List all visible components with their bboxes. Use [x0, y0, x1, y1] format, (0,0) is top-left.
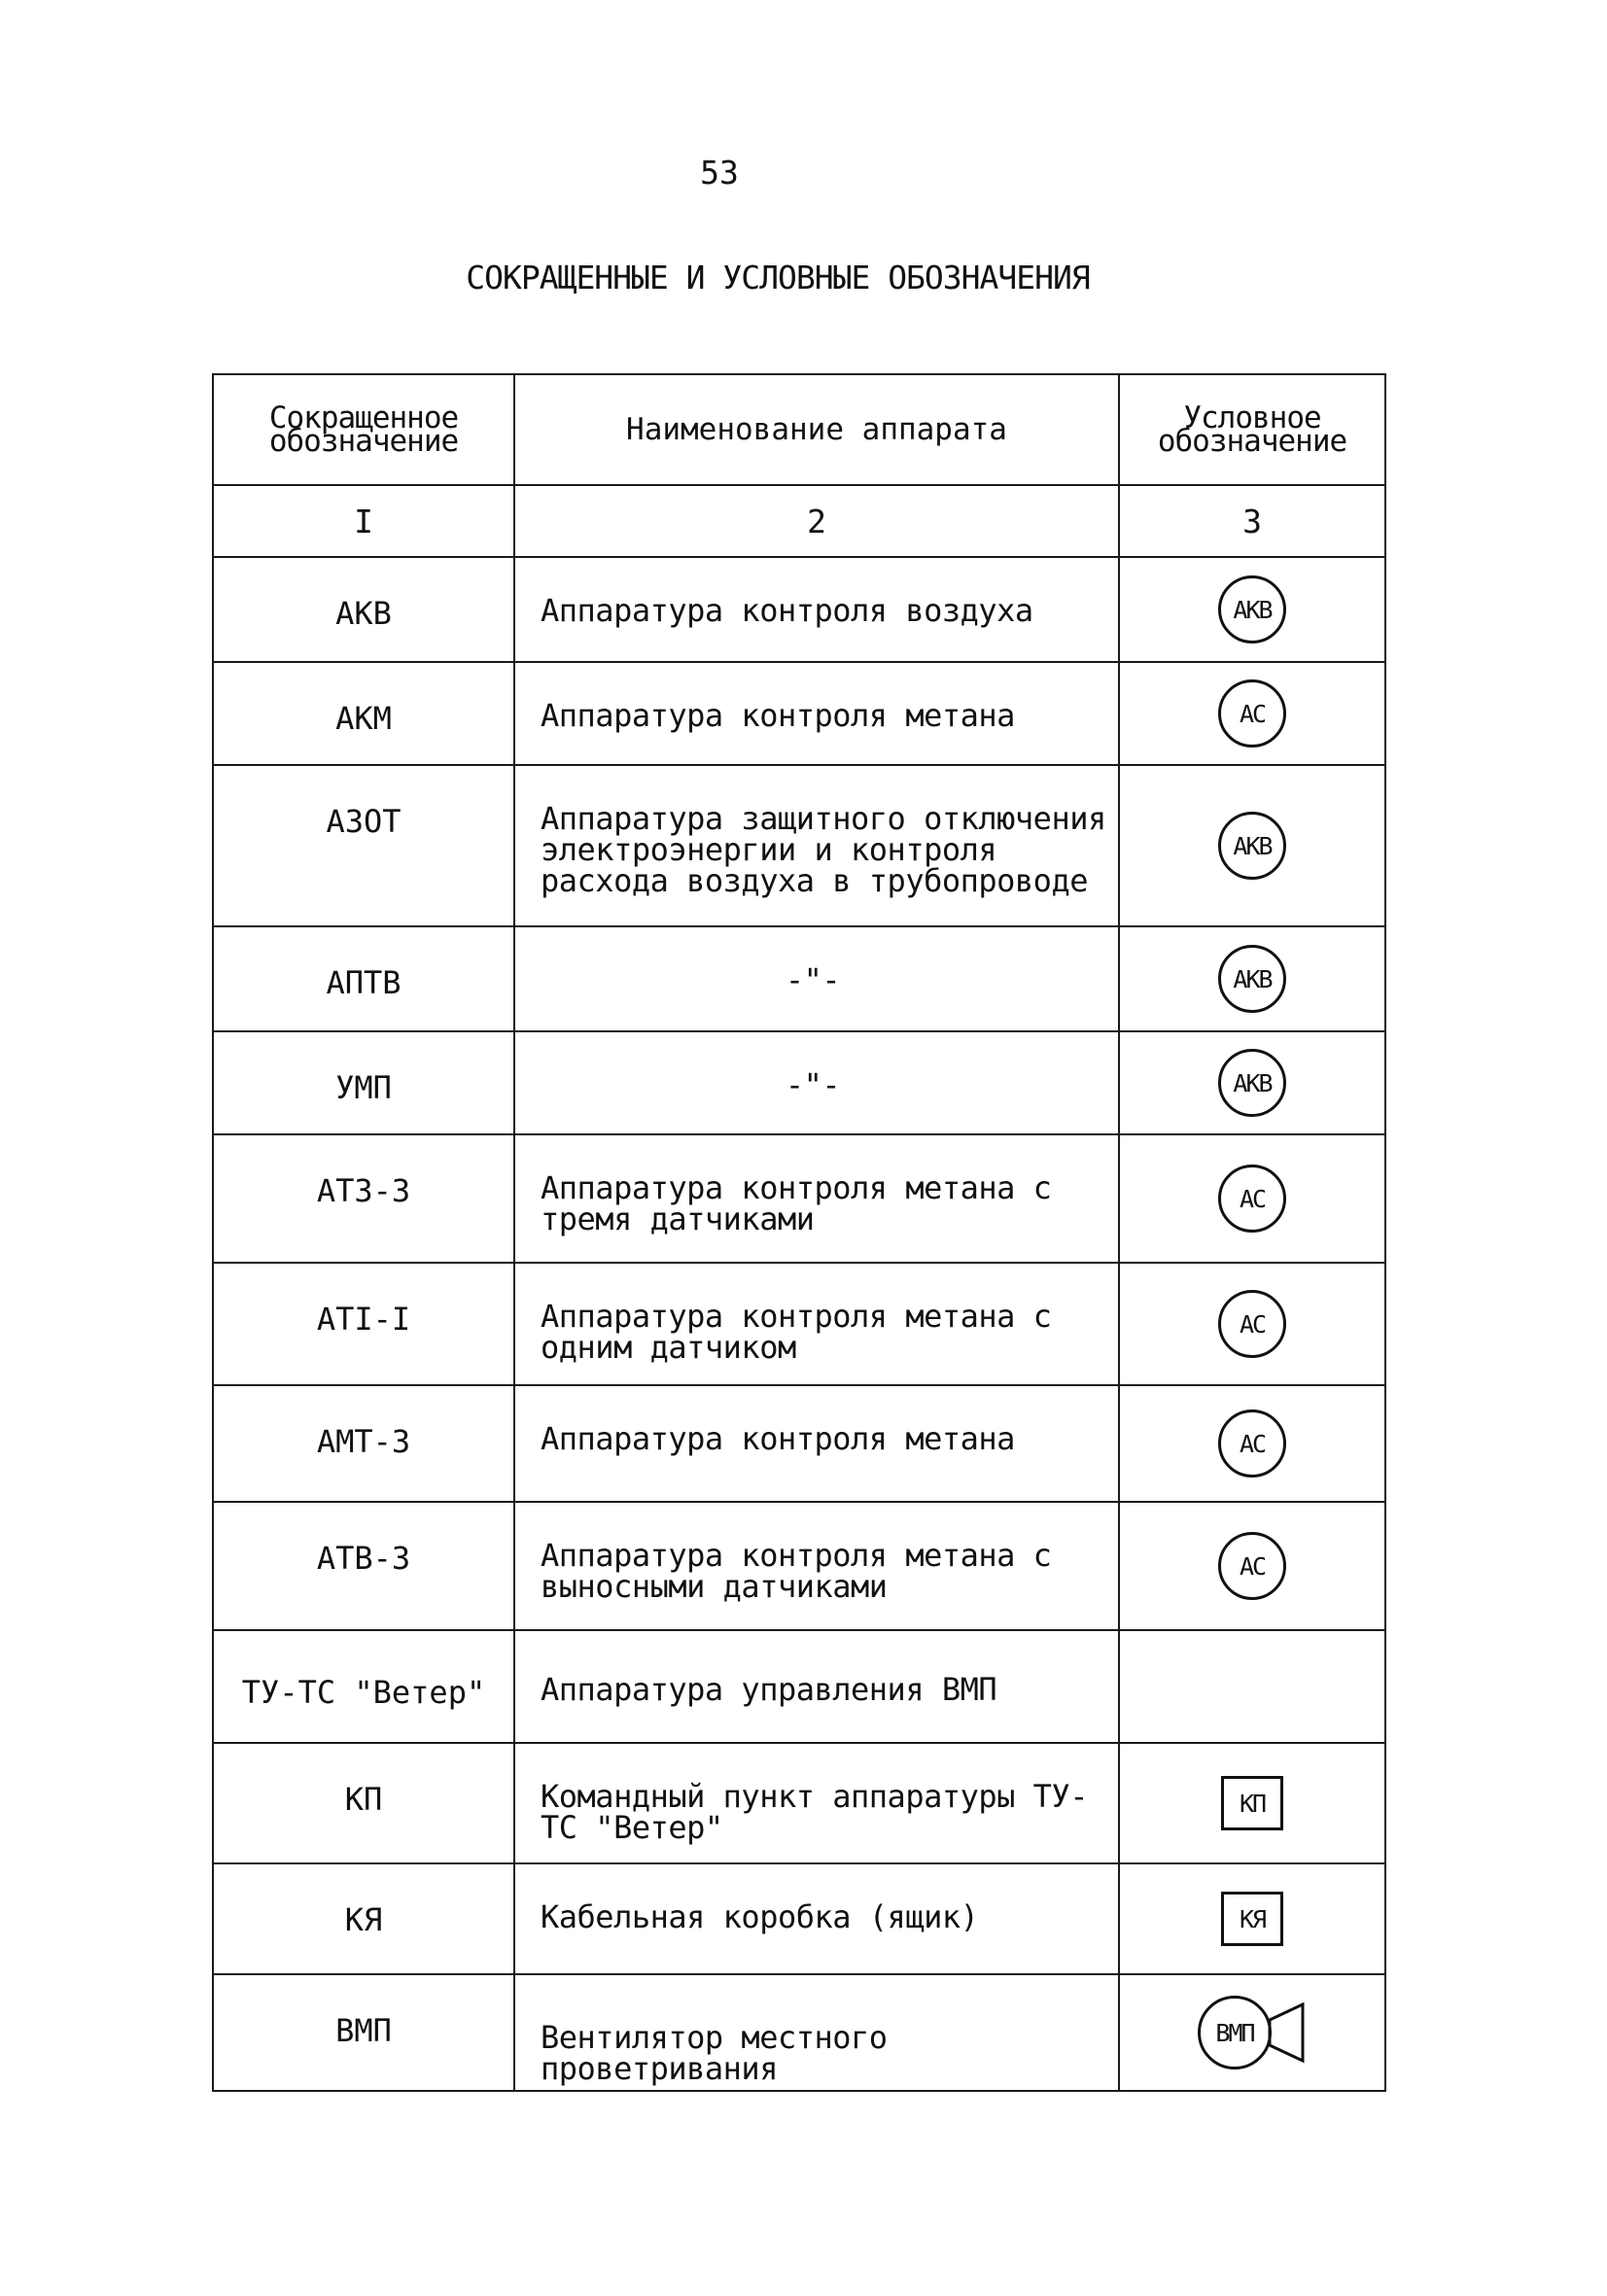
circle-symbol: АС — [1218, 1290, 1286, 1358]
symbol-cell — [1119, 1134, 1385, 1263]
table-row — [213, 1974, 1385, 2091]
header-abbreviation: Сокращенное обозначение — [213, 374, 514, 485]
table-row — [213, 926, 1385, 1031]
abbreviation-cell: ТУ-ТС "Ветер" — [213, 1630, 514, 1743]
box-symbol: КП — [1221, 1776, 1283, 1830]
device-name-cell: Аппаратура контроля метана с выносными датчиками — [514, 1502, 1119, 1630]
symbol-cell — [1119, 926, 1385, 1031]
column-number: 2 — [514, 485, 1119, 557]
abbreviation-cell: УМП — [213, 1031, 514, 1134]
fan-symbol — [1198, 1996, 1307, 2070]
table-row — [213, 765, 1385, 926]
symbol-cell — [1119, 1263, 1385, 1385]
column-number: I — [213, 485, 514, 557]
table-row — [213, 1630, 1385, 1743]
circle-symbol: АС — [1218, 1409, 1286, 1478]
device-name-cell: Аппаратура контроля метана — [514, 1385, 1119, 1502]
abbreviation-cell: АМТ-3 — [213, 1385, 514, 1502]
symbol-cell — [1119, 1502, 1385, 1630]
symbol-cell — [1119, 662, 1385, 765]
column-number-row — [213, 485, 1385, 557]
symbol-cell — [1119, 1630, 1385, 1743]
device-name-cell: Кабельная коробка (ящик) — [514, 1863, 1119, 1974]
table-row — [213, 1502, 1385, 1630]
header-device-name: Наименование аппарата — [514, 374, 1119, 485]
table-row — [213, 662, 1385, 765]
symbol-cell — [1119, 1974, 1385, 2091]
abbreviation-cell: АКМ — [213, 662, 514, 765]
abbreviation-cell: АПТВ — [213, 926, 514, 1031]
table-row — [213, 1743, 1385, 1863]
device-name-cell: Аппаратура контроля воздуха — [514, 557, 1119, 662]
table-row — [213, 557, 1385, 662]
device-name-cell: Аппаратура контроля метана с тремя датчиками — [514, 1134, 1119, 1263]
abbreviation-cell: КП — [213, 1743, 514, 1863]
symbol-cell — [1119, 557, 1385, 662]
abbreviation-cell: КЯ — [213, 1863, 514, 1974]
abbreviations-table — [212, 373, 1386, 2092]
circle-symbol: АС — [1218, 1165, 1286, 1233]
page-number: 53 — [700, 154, 739, 191]
fan-outlet-icon — [1268, 2000, 1307, 2065]
abbreviation-cell: АТI-I — [213, 1263, 514, 1385]
abbreviation-cell: АКВ — [213, 557, 514, 662]
device-name-cell: Командный пункт аппаратуры ТУ-ТС "Ветер" — [514, 1743, 1119, 1863]
device-name-cell: Аппаратура контроля метана — [514, 662, 1119, 765]
abbreviation-cell: АТЗ-3 — [213, 1134, 514, 1263]
device-name-cell: Аппаратура управления ВМП — [514, 1630, 1119, 1743]
circle-symbol: АКВ — [1218, 945, 1286, 1013]
header-symbol: Условное обозначение — [1119, 374, 1385, 485]
abbreviation-cell: АЗОТ — [213, 765, 514, 926]
page-title: СОКРАЩЕННЫЕ И УСЛОВНЫЕ ОБОЗНАЧЕНИЯ — [466, 259, 1090, 296]
abbreviation-cell: АТВ-3 — [213, 1502, 514, 1630]
box-symbol: КЯ — [1221, 1892, 1283, 1946]
fan-circle: ВМП — [1198, 1996, 1272, 2070]
table-row — [213, 1385, 1385, 1502]
symbol-cell — [1119, 765, 1385, 926]
circle-symbol: АКВ — [1218, 812, 1286, 880]
device-name-cell: Аппаратура защитного отключения электроэнергии и контроля расхода воздуха в трубопроводе — [514, 765, 1119, 926]
table-row — [213, 1134, 1385, 1263]
circle-symbol: АКВ — [1218, 575, 1286, 644]
table-row — [213, 1031, 1385, 1134]
device-name-cell: Аппаратура контроля метана с одним датчиком — [514, 1263, 1119, 1385]
symbol-cell — [1119, 1743, 1385, 1863]
table-header-row — [213, 374, 1385, 485]
device-name-cell: Вентилятор местного проветривания — [514, 1974, 1119, 2091]
column-number: 3 — [1119, 485, 1385, 557]
device-name-cell: -"- — [514, 926, 1119, 1031]
circle-symbol: АС — [1218, 679, 1286, 748]
circle-symbol: АКВ — [1218, 1049, 1286, 1117]
symbol-cell — [1119, 1863, 1385, 1974]
device-name-cell: -"- — [514, 1031, 1119, 1134]
abbreviation-cell: ВМП — [213, 1974, 514, 2091]
circle-symbol: АС — [1218, 1532, 1286, 1600]
symbol-cell — [1119, 1031, 1385, 1134]
symbol-cell — [1119, 1385, 1385, 1502]
table-row — [213, 1863, 1385, 1974]
table-row — [213, 1263, 1385, 1385]
